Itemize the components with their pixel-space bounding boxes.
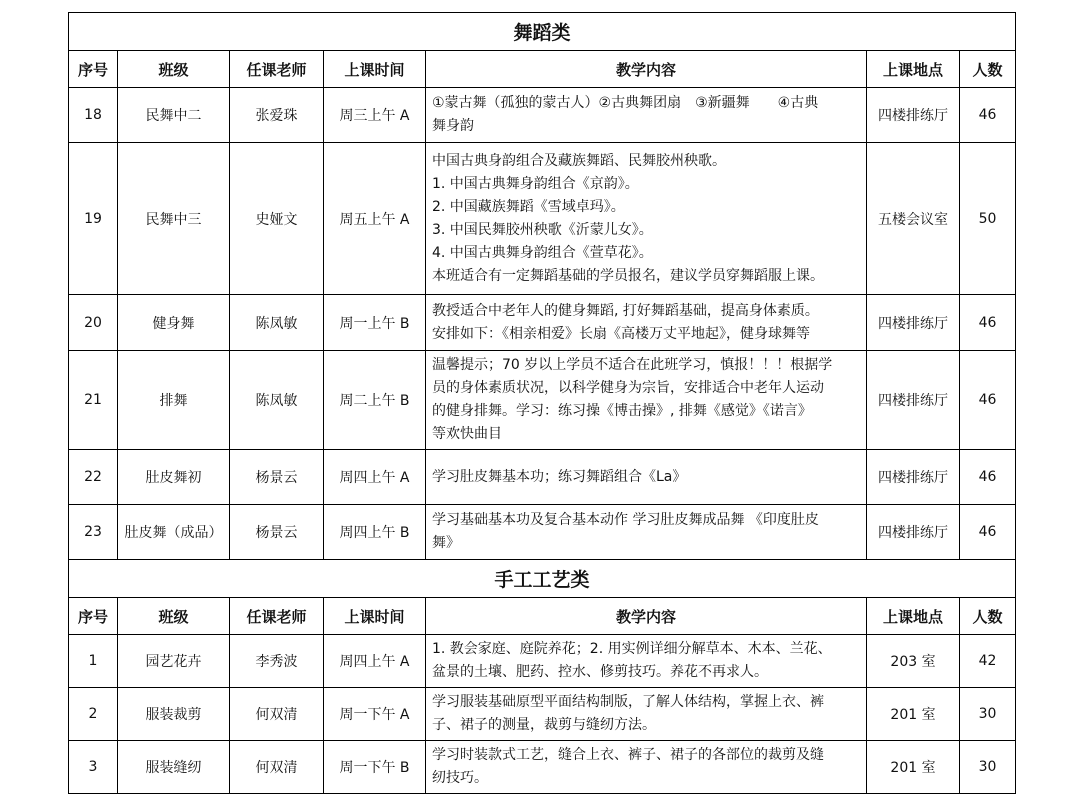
teacher-name: 史娅文	[230, 143, 324, 295]
column-header: 序号	[69, 598, 118, 635]
column-header: 人数	[960, 598, 1016, 635]
teaching-content	[426, 505, 867, 560]
row-number: 18	[69, 88, 118, 143]
table-row	[69, 505, 1016, 560]
content-line: 学习肚皮舞基本功；练习舞蹈组合《La》	[432, 468, 687, 485]
row-number: 1	[69, 635, 118, 688]
row-number: 19	[69, 143, 118, 295]
table-row	[69, 88, 1016, 143]
content-line: 学习服装基础原型平面结构制版，了解人体结构，掌握上衣、裤	[432, 694, 824, 710]
table-row	[69, 741, 1016, 794]
class-location: 四楼排练厅	[867, 505, 960, 560]
table-row	[69, 351, 1016, 450]
class-name: 民舞中三	[118, 143, 230, 295]
student-count: 46	[960, 88, 1016, 143]
header-row	[69, 598, 1016, 635]
section-title: 舞蹈类	[69, 13, 1016, 51]
column-header: 班级	[118, 51, 230, 88]
class-name: 服装裁剪	[118, 688, 230, 741]
column-header: 任课老师	[230, 598, 324, 635]
content-line: 等欢快曲目	[432, 426, 502, 442]
table-row	[69, 143, 1016, 295]
class-location: 五楼会议室	[867, 143, 960, 295]
class-location: 四楼排练厅	[867, 295, 960, 351]
class-time: 周五上午 A	[324, 143, 426, 295]
column-header: 上课地点	[867, 598, 960, 635]
table-row	[69, 295, 1016, 351]
teaching-content	[426, 635, 867, 688]
column-header: 上课时间	[324, 51, 426, 88]
row-number: 21	[69, 351, 118, 450]
table-row	[69, 635, 1016, 688]
teacher-name: 陈凤敏	[230, 351, 324, 450]
content-line: 学习基础基本功及复合基本动作 学习肚皮舞成品舞 《印度肚皮	[432, 512, 819, 528]
teaching-content	[426, 88, 867, 143]
header-row	[69, 51, 1016, 88]
teacher-name: 何双清	[230, 741, 324, 794]
content-line: 2. 中国藏族舞蹈《雪域卓玛》。	[432, 198, 625, 215]
column-header: 序号	[69, 51, 118, 88]
content-line: 员的身体素质状况，以科学健身为宗旨，安排适合中老年人运动	[432, 380, 824, 396]
student-count: 46	[960, 450, 1016, 505]
student-count: 46	[960, 351, 1016, 450]
content-line: 的健身排舞。学习：练习操《博击操》, 排舞《感觉》《诺言》	[432, 403, 812, 419]
teaching-content	[426, 143, 867, 295]
teacher-name: 张爱珠	[230, 88, 324, 143]
class-time: 周一下午 B	[324, 741, 426, 794]
column-header: 任课老师	[230, 51, 324, 88]
class-location: 四楼排练厅	[867, 88, 960, 143]
class-time: 周一下午 A	[324, 688, 426, 741]
class-name: 肚皮舞（成品）	[118, 505, 230, 560]
teacher-name: 何双清	[230, 688, 324, 741]
content-line: 本班适合有一定舞蹈基础的学员报名，建议学员穿舞蹈服上课。	[432, 267, 824, 284]
row-number: 22	[69, 450, 118, 505]
class-name: 肚皮舞初	[118, 450, 230, 505]
class-time: 周四上午 B	[324, 505, 426, 560]
section-title-row	[69, 13, 1016, 51]
table-row	[69, 688, 1016, 741]
row-number: 2	[69, 688, 118, 741]
table-body	[69, 13, 1016, 794]
column-header: 上课时间	[324, 598, 426, 635]
teacher-name: 陈凤敏	[230, 295, 324, 351]
row-number: 23	[69, 505, 118, 560]
teaching-content	[426, 351, 867, 450]
content-line: 子、裙子的测量，裁剪与缝纫方法。	[432, 717, 656, 733]
section-title: 手工工艺类	[69, 560, 1016, 598]
column-header: 班级	[118, 598, 230, 635]
class-location: 201 室	[867, 741, 960, 794]
teacher-name: 李秀波	[230, 635, 324, 688]
course-table	[68, 12, 1016, 794]
class-time: 周四上午 A	[324, 635, 426, 688]
class-location: 203 室	[867, 635, 960, 688]
teaching-content	[426, 688, 867, 741]
table-row	[69, 450, 1016, 505]
column-header: 教学内容	[426, 598, 867, 635]
teaching-content	[426, 741, 867, 794]
student-count: 30	[960, 741, 1016, 794]
content-line: ①蒙古舞（孤独的蒙古人）②古典舞团扇 ③新疆舞 ④古典	[432, 95, 819, 111]
content-line: 教授适合中老年人的健身舞蹈, 打好舞蹈基础，提高身体素质。	[432, 302, 819, 319]
column-header: 上课地点	[867, 51, 960, 88]
class-name: 健身舞	[118, 295, 230, 351]
class-location: 四楼排练厅	[867, 450, 960, 505]
class-time: 周四上午 A	[324, 450, 426, 505]
content-line: 4. 中国古典舞身韵组合《萱草花》。	[432, 244, 653, 261]
student-count: 46	[960, 295, 1016, 351]
class-name: 排舞	[118, 351, 230, 450]
class-location: 四楼排练厅	[867, 351, 960, 450]
content-line: 温馨提示；70 岁以上学员不适合在此班学习，慎报！！！根据学	[432, 357, 833, 373]
content-line: 3. 中国民舞胶州秧歌《沂蒙儿女》。	[432, 221, 653, 238]
class-name: 园艺花卉	[118, 635, 230, 688]
class-time: 周二上午 B	[324, 351, 426, 450]
row-number: 20	[69, 295, 118, 351]
row-number: 3	[69, 741, 118, 794]
student-count: 42	[960, 635, 1016, 688]
content-line: 舞》	[432, 535, 460, 551]
content-line: 中国古典身韵组合及藏族舞蹈、民舞胶州秧歌。	[432, 152, 726, 169]
section-title-row	[69, 560, 1016, 598]
teacher-name: 杨景云	[230, 505, 324, 560]
content-line: 安排如下：《相亲相爱》长扇《高楼万丈平地起》，健身球舞等	[432, 325, 810, 342]
class-time: 周一上午 B	[324, 295, 426, 351]
student-count: 46	[960, 505, 1016, 560]
teaching-content	[426, 295, 867, 351]
content-line: 舞身韵	[432, 118, 474, 134]
student-count: 50	[960, 143, 1016, 295]
class-location: 201 室	[867, 688, 960, 741]
class-time: 周三上午 A	[324, 88, 426, 143]
teacher-name: 杨景云	[230, 450, 324, 505]
student-count: 30	[960, 688, 1016, 741]
content-line: 纫技巧。	[432, 770, 488, 786]
class-name: 服装缝纫	[118, 741, 230, 794]
class-name: 民舞中二	[118, 88, 230, 143]
column-header: 人数	[960, 51, 1016, 88]
content-line: 盆景的土壤、肥药、控水、修剪技巧。养花不再求人。	[432, 664, 768, 680]
content-line: 1. 教会家庭、庭院养花；2. 用实例详细分解草本、木本、兰花、	[432, 641, 832, 657]
content-line: 1. 中国古典舞身韵组合《京韵》。	[432, 175, 639, 192]
content-line: 学习时装款式工艺，缝合上衣、裤子、裙子的各部位的裁剪及缝	[432, 747, 824, 763]
teaching-content	[426, 450, 867, 505]
column-header: 教学内容	[426, 51, 867, 88]
